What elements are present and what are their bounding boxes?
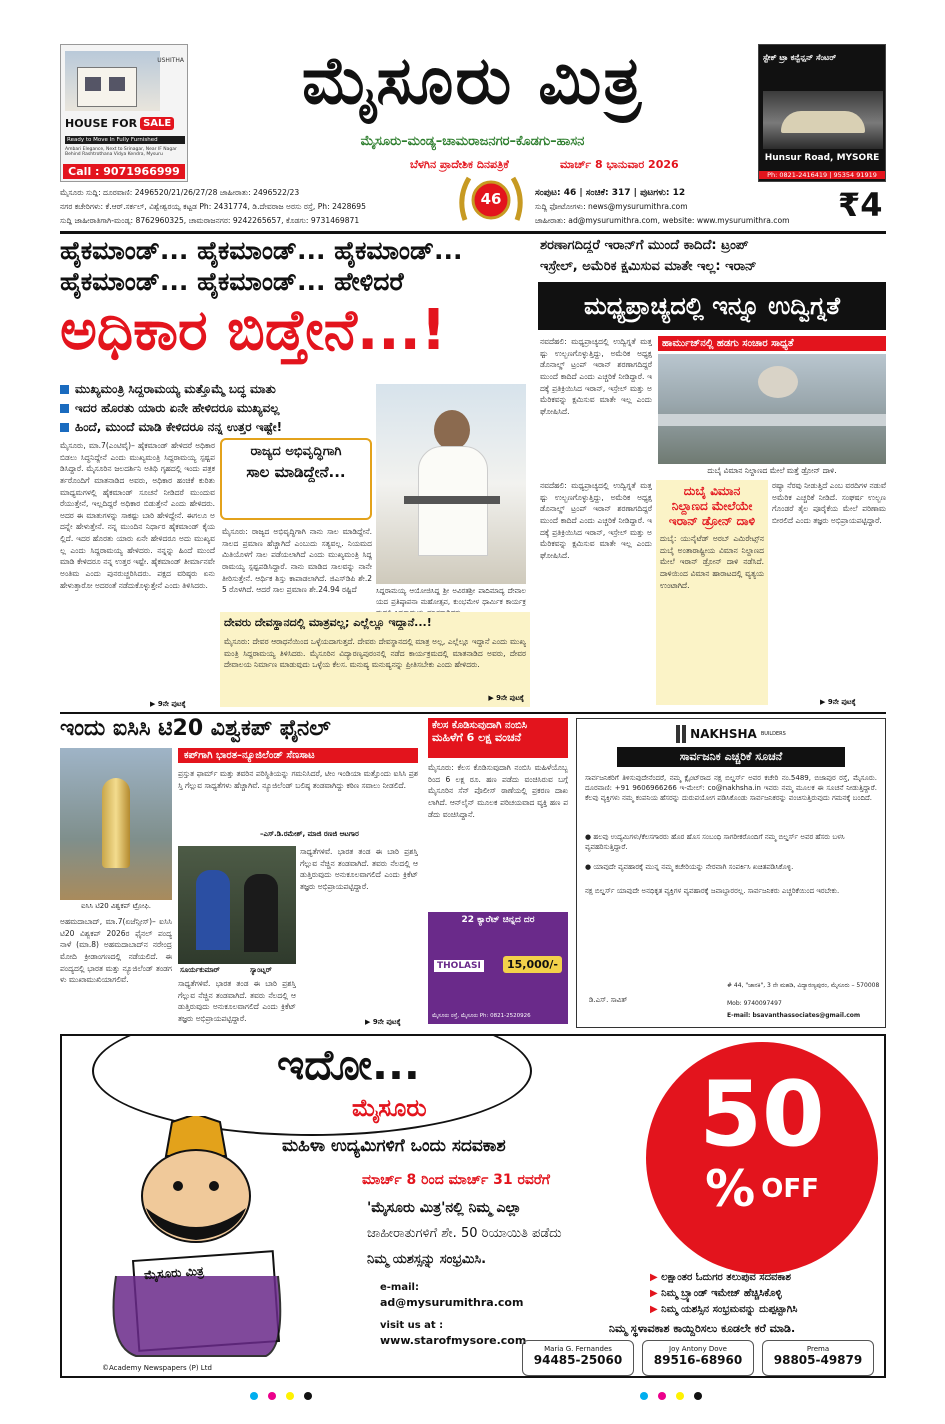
contact-name: Maria G. Fernandes	[544, 1345, 612, 1353]
building-icon	[676, 725, 686, 743]
cm-photo	[376, 384, 526, 584]
bottom-ad[interactable]	[60, 1034, 886, 1378]
ad-city: ಮೈಸೂರು	[352, 1094, 427, 1122]
gold-addr: ಮೈಸೂರು ರಸ್ತೆ, ಮೈಸೂರು Ph: 0821-2520926	[432, 1012, 531, 1019]
contact-name: Prema	[806, 1345, 830, 1353]
ad-line2: ಮಾರ್ಚ್ 8 ರಿಂದ ಮಾರ್ಚ್ 31 ರವರೆಗೆ	[362, 1172, 550, 1188]
dubai-box-title3: ಇರಾನ್ ಡ್ರೋನ್ ದಾಳಿ	[668, 514, 756, 528]
dubai-box-body: ದುಬೈ: ಯುನೈಟೆಡ್ ಅರಬ್ ಎಮಿರೇಟ್ಸ್‌ನ ದುಬೈ ಅಂತಾರಾಷ್ಟ್ರೀಯ ವಿಮಾನ ನಿಲ್ದಾಣದ ಮೇಲೆ ಇರಾನ್ ಡ್ರೋನ್ ದಾಳಿ ನಡೆಸಿದೆ. ದಾಳಿಯಿಂದ ವಿಮಾನ ಹಾರಾಟದಲ್ಲಿ ವ್ಯತ್ಯಯ ಉಂಟಾಗಿದೆ.	[660, 534, 764, 590]
bullet-square-icon	[60, 385, 69, 394]
cricket-body: ಅಹಮದಾಬಾದ್, ಮಾ.7(ಏಜೆನ್ಸೀಸ್)– ಐಸಿಸಿ ಟಿ20 ವಿಶ್ವಕಪ್ 2026ರ ಫೈನಲ್ ಪಂದ್ಯ ನಾಳೆ (ಮಾ.8) ಅಹಮದಾಬಾದ್‌ನ ನರೇಂದ್ರ ಮೋದಿ ಕ್ರೀಡಾಂಗಣದಲ್ಲಿ ನಡೆಯಲಿದೆ. ಈ ಪಂದ್ಯದಲ್ಲಿ ಭಾರತ ಮತ್ತು ನ್ಯೂಜಿಲೆಂಡ್ ತಂಡಗಳು ಮುಖಾಮುಖಿಯಾಗಲಿವೆ.	[60, 917, 172, 985]
email-ad: ಜಾಹೀರಾತು: ad@mysurumithra.com, website: www.mysurumithra.com	[535, 216, 790, 225]
volume-info: ಸಂಪುಟ: 46 | ಸಂಚಿಕೆ: 317 | ಪುಟಗಳು: 12	[535, 188, 686, 198]
play-icon: ▶	[650, 1272, 662, 1283]
world-continued: ▶ 9ನೇ ಪುಟಕ್ಕೆ	[820, 698, 856, 706]
gold-brand: THOLASI	[434, 960, 484, 972]
notice-point: ● ಯಾವುದೇ ವ್ಯವಹಾರಕ್ಕೆ ಮುನ್ನ ನಮ್ಮ ಕಚೇರಿಯನ್ನು ನೇರವಾಗಿ ಸಂಪರ್ಕಿಸಿ ಖಚಿತಪಡಿಸಿಕೊಳ್ಳಿ.	[585, 863, 794, 871]
ad-line4: ಜಾಹೀರಾತುಗಳಿಗೆ ಶೇ. 50 ರಿಯಾಯಿತಿ ಪಡೆದು	[367, 1226, 562, 1241]
lead-headline-big: ಅಧಿಕಾರ ಬಿಡ್ತೇನೆ...!	[60, 298, 447, 363]
lead-headline-line2: ಹೈಕಮಾಂಡ್... ಹೈಕಮಾಂಡ್... ಹೇಳಿದರೆ	[60, 267, 404, 296]
fraud-body: ಮೈಸೂರು: ಕೆಲಸ ಕೊಡಿಸುವುದಾಗಿ ನಂಬಿಸಿ ಮಹಿಳೆಯೊಬ್ಬರಿಂದ 6 ಲಕ್ಷ ರೂ. ಹಣ ಪಡೆದು ವಂಚಿಸಿರುವ ಬಗ್ಗೆ ಮೈಸೂರಿನ ಸೆನ್ ಪೊಲೀಸ್ ಠಾಣೆಯಲ್ಲಿ ಪ್ರಕರಣ ದಾಖಲಾಗಿದೆ. ಆನ್‌ಲೈನ್ ಮೂಲಕ ಪರಿಚಯವಾದ ವ್ಯಕ್ತಿ ಹಣ ಪಡೆದು ವಂಚಿಸಿದ್ದಾನೆ.	[428, 763, 568, 819]
sale-badge: SALE	[140, 117, 174, 130]
notice-brand-row	[577, 725, 885, 743]
discount-number: 50	[699, 1062, 825, 1167]
notice-address: # 44, "ಜಾನಕಿ", 3 ನೇ ಮಹಡಿ, ವಿದ್ಯಾರಣ್ಯಪುರಂ, ಮೈಸೂರು – 570008	[727, 982, 880, 990]
dubai-box	[656, 480, 768, 705]
ad-benefit: ▶ ನಿಮ್ಮ ಯಶಸ್ಸಿನ ಸಂಭ್ರಮವನ್ನು ದುಪ್ಪಟ್ಟಾಗಿಸಿ	[650, 1304, 798, 1315]
left-ad[interactable]	[60, 44, 188, 182]
lead-headline-line1: ಹೈಕಮಾಂಡ್... ಹೈಕಮಾಂಡ್... ಹೈಕಮಾಂಡ್...	[60, 236, 463, 265]
public-notice	[576, 718, 886, 1028]
gold-price: 15,000/-	[503, 956, 562, 973]
fraud-headline	[428, 718, 568, 758]
quote-line2: ಸಾಲ ಮಾಡಿದ್ದೇನೆ...	[246, 463, 346, 481]
world-kicker-2: ಇಸ್ರೇಲ್, ಅಮೆರಿಕ ಕ್ಷಮಿಸುವ ಮಾತೇ ಇಲ್ಲ: ಇರಾನ್	[540, 259, 757, 274]
trophy-photo	[60, 748, 172, 900]
lead-bullets	[60, 382, 380, 439]
dubai-box-title2: ನಿಲ್ದಾಣದ ಮೇಲೆಯೇ	[671, 499, 753, 513]
quote-line1: ರಾಜ್ಯದ ಅಭಿವೃದ್ಧಿಗಾಗಿ	[250, 444, 342, 459]
masthead-date: ಮಾರ್ಚ್ 8 ಭಾನುವಾರ 2026	[560, 158, 679, 171]
notice-body: ಸಾರ್ವಜನಿಕರಿಗೆ ತಿಳಿಸುವುದೇನೆಂದರೆ, ನಮ್ಮ ಕ್ಲೈಂಟ್‌ರಾದ ನಕ್ಷ ಬಿಲ್ಡರ್ಸ್ ಅವರ ಕಚೇರಿ ನಂ.5489, ಬಿಜಾಪುರ ರಸ್ತೆ, ಮೈಸೂರು. ದೂರವಾಣಿ: +91 9606966266 ಇ-ಮೇಲ್: co@nakhsha.in ಇವರು ನಮ್ಮ ಮೂಲಕ ಈ ಸೂಚನೆ ನೀಡುತ್ತಿದ್ದಾರೆ. ಕೆಲವು ವ್ಯಕ್ತಿಗಳು ನಮ್ಮ ಕಂಪನಿಯ ಹೆಸರನ್ನು ದುರುಪಯೋಗ ಪಡಿಸಿಕೊಂಡು ಸಾರ್ವಜನಿಕರನ್ನು ವಂಚಿಸುತ್ತಿರುವುದು ಗಮನಕ್ಕೆ ಬಂದಿದೆ.	[585, 774, 877, 803]
temple-title: ದೇವರು ದೇವಸ್ಥಾನದಲ್ಲಿ ಮಾತ್ರವಲ್ಲ; ಎಲ್ಲೆಲ್ಲೂ ಇದ್ದಾನೆ...!	[224, 616, 432, 629]
ad-hello: ಇದೋ...	[277, 1040, 420, 1089]
print-registration-marks	[640, 1392, 702, 1400]
contact-phone: 98805-49879	[773, 1353, 863, 1367]
cricket-continued: ▶ 9ನೇ ಪುಟಕ್ಕೆ	[365, 1018, 401, 1026]
contact-line-3: ಸುದ್ದಿ ಜಾಹೀರಾತಿಗಾಗಿ-ಮಂಡ್ಯ: 8762960325, ಚಾಮರಾಜನಗರ: 9242265657, ಕೊಡಗು: 9731469871	[60, 216, 360, 225]
left-ad-brand: USHITHA	[157, 57, 184, 64]
email-news: ಸುದ್ದಿ ಫೋಟೋಗಳು: news@mysurumithra.com	[535, 202, 688, 211]
notice-footer: ನಕ್ಷ ಬಿಲ್ಡರ್ಸ್ ಯಾವುದೇ ಅನಧಿಕೃತ ವ್ಯಕ್ತಿಗಳ ವ್ಯವಹಾರಕ್ಕೆ ಜವಾಬ್ದಾರರಲ್ಲ. ಸಾರ್ವಜನಿಕರು ಎಚ್ಚರಿಕೆಯಿಂದ ಇರಬೇಕು.	[585, 887, 840, 895]
world-right-body: ರಷ್ಯಾ ನೆರವು ನೀಡುತ್ತಿದೆ ಎಂಬ ವರದಿಗಳ ನಡುವೆ ಅಮೆರಿಕ ಎಚ್ಚರಿಕೆ ನೀಡಿದೆ. ಸಂಘರ್ಷ ಉಲ್ಬಣಗೊಂಡರೆ ತೈಲ ಪೂರೈಕೆಯ ಮೇಲೆ ಪರಿಣಾಮ ಬೀರಲಿದೆ ಎಂದು ತಜ್ಞರು ಅಭಿಪ್ರಾಯಪಟ್ಟಿದ್ದಾರೆ.	[772, 481, 886, 525]
dubai-airport-photo	[658, 354, 886, 464]
ad-email[interactable]: ad@mysurumithra.com	[380, 1296, 524, 1309]
left-ad-sub: Ready to Move In Fully Furnished	[65, 136, 185, 144]
ad-line3: 'ಮೈಸೂರು ಮಿತ್ರ'ನಲ್ಲಿ ನಿಮ್ಮ ಎಲ್ಲಾ	[367, 1200, 522, 1216]
bullet-square-icon	[60, 404, 69, 413]
anniversary-emblem	[455, 168, 527, 228]
ad-line1: ಮಹಿಳಾ ಉದ್ಯಮಿಗಳಿಗೆ ಒಂದು ಸದವಕಾಶ	[282, 1136, 506, 1156]
gold-ad[interactable]	[428, 912, 568, 1024]
reader-cartoon-icon	[96, 1116, 296, 1366]
contact-name: Joy Antony Dove	[669, 1345, 727, 1353]
contact-card[interactable]	[522, 1340, 634, 1376]
contact-phone: 94485-25060	[533, 1353, 623, 1367]
fraud-headline-line1: ಕೆಲಸ ಕೊಡಿಸುವುದಾಗಿ ನಂಬಿಸಿ	[432, 720, 528, 731]
ad-cta: ನಿಮ್ಮ ಸ್ಥಳಾವಕಾಶ ಕಾಯ್ದಿರಿಸಲು ಕೂಡಲೇ ಕರೆ ಮಾಡಿ.	[608, 1322, 796, 1335]
left-ad-addr: Ambari Elegance, Next to Srinagar, Near IF Nagar Behind Rashtrothana Vidya Kendra, Mysuru	[65, 147, 177, 158]
right-ad-title: ಸ್ಟೇಕ್ ಟ್ರಾ ಕನ್ವೆನ್ಷನ್ ಸೆಂಟರ್	[763, 53, 837, 62]
ad-benefit: ▶ ನಿಮ್ಮ ಬ್ರ್ಯಾಂಡ್ ಇಮೇಜ್ ಹೆಚ್ಚಿಸಿಕೊಳ್ಳಿ	[650, 1288, 782, 1299]
player2-caption: ಸ್ಯಾಂಟ್ನರ್	[250, 966, 272, 974]
play-icon: ▶	[650, 1288, 662, 1299]
masthead-title: ಮೈಸೂರು ಮಿತ್ರ	[301, 42, 644, 119]
world-sub: ಹಾರ್ಮುಜ್‌ನಲ್ಲಿ ಹಡಗು ಸಂಚಾರ ಸಾಧ್ಯತೆ	[658, 336, 886, 351]
section-divider	[60, 712, 886, 714]
notice-title: ಸಾರ್ವಜನಿಕ ಎಚ್ಚರಿಕೆ ಸೂಚನೆ	[617, 747, 845, 767]
discount-percent: %	[705, 1160, 756, 1218]
ad-visit-label: visit us at :	[380, 1320, 444, 1331]
world-body-col2: ನವದೆಹಲಿ: ಮಧ್ಯಪ್ರಾಚ್ಯದಲ್ಲಿ ಉದ್ವಿಗ್ನತೆ ಮತ್ತಷ್ಟು ಉಲ್ಬಣಗೊಳ್ಳುತ್ತಿದ್ದು, ಅಮೆರಿಕ ಅಧ್ಯಕ್ಷ ಡೊನಾಲ್ಡ್ ಟ್ರಂಪ್ ಇರಾನ್ ಶರಣಾಗದಿದ್ದರೆ ಮುಂದೆ ಕಾದಿದೆ ಎಂದು ಎಚ್ಚರಿಕೆ ನೀಡಿದ್ದಾರೆ. ಇದಕ್ಕೆ ಪ್ರತಿಕ್ರಿಯಿಸಿದ ಇರಾನ್, ಇಸ್ರೇಲ್ ಮತ್ತು ಅಮೆರಿಕವನ್ನು ಕ್ಷಮಿಸುವ ಮಾತೇ ಇಲ್ಲ ಎಂದು ಘೋಷಿಸಿದೆ.	[540, 481, 652, 560]
house-photo	[65, 51, 160, 111]
cricket-headline: ಇಂದು ಐಸಿಸಿ ಟಿ20 ವಿಶ್ವಕಪ್ ಫೈನಲ್	[60, 716, 331, 741]
contact-line-2: ನಗರ ಕಚೇರಿಗಳು: ಕೆ.ಆರ್.ಸರ್ಕಲ್, ವಿಶ್ವೇಶ್ವರಯ್ಯ ಕಟ್ಟಡ Ph: 2431774, ಡಿ.ದೇವರಾಜ ಅರಸು ರಸ್ತೆ, Ph: 2428695	[60, 202, 366, 211]
cricket-body-col3: ಸಾಧ್ಯತೆಗಳಿವೆ. ಭಾರತ ತಂಡ ಈ ಬಾರಿ ಪ್ರಶಸ್ತಿ ಗೆಲ್ಲುವ ನೆಚ್ಚಿನ ತಂಡವಾಗಿದೆ. ತವರು ನೆಲದಲ್ಲಿ ಆಡುತ್ತಿರುವುದು ಅನುಕೂಲವಾಗಲಿದೆ ಎಂದು ಕ್ರಿಕೆಟ್ ತಜ್ಞರು ಅಭಿಪ್ರಾಯಪಟ್ಟಿದ್ದಾರೆ.	[300, 847, 418, 891]
lead-bullet: ಇದರ ಹೊರತು ಯಾರು ಏನೇ ಹೇಳಿದರೂ ಮುಖ್ಯವಲ್ಲ	[60, 401, 380, 416]
discount-badge	[646, 1042, 878, 1274]
temple-body: ಮೈಸೂರು: ದೇವರ ಆರಾಧನೆಯಿಂದ ಒಳ್ಳೆಯದಾಗುತ್ತದೆ. ದೇವರು ದೇವಸ್ಥಾನದಲ್ಲಿ ಮಾತ್ರ ಅಲ್ಲ, ಎಲ್ಲೆಲ್ಲೂ ಇದ್ದಾನೆ ಎಂದು ಮುಖ್ಯಮಂತ್ರಿ ಸಿದ್ದರಾಮಯ್ಯ ತಿಳಿಸಿದರು. ಮೈಸೂರಿನ ವಿದ್ಯಾರಣ್ಯಪುರಂನಲ್ಲಿ ನಡೆದ ಕಾರ್ಯಕ್ರಮದಲ್ಲಿ ಮಾತನಾಡಿದ ಅವರು, ದೇವರ ದೇವಾಲಯ ನಿರ್ಮಾಣ ಮಾಡುವುದು ಒಳ್ಳೆಯ ಕೆಲಸ. ಮನುಷ್ಯ ಮನುಷ್ಯನನ್ನು ಪ್ರೀತಿಸಬೇಕು ಎಂದು ಹೇಳಿದರು.	[224, 637, 526, 670]
fraud-headline-line2: ಮಹಿಳೆಗೆ 6 ಲಕ್ಷ ವಂಚನೆ	[432, 731, 522, 744]
trophy-caption: ಐಸಿಸಿ ಟಿ20 ವಿಶ್ವಕಪ್ ಟ್ರೋಫಿ.	[81, 902, 151, 910]
player1-caption: ಸೂರ್ಯಕುಮಾರ್	[180, 966, 220, 974]
cricket-sub: ಕಪ್‌ಗಾಗಿ ಭಾರತ–ನ್ಯೂಜಿಲೆಂಡ್ ಸೆಣಸಾಟ	[178, 748, 418, 763]
temple-box	[220, 612, 530, 707]
lead-bullet: ಹಿಂದೆ, ಮುಂದೆ ಮಾಡಿ ಕೇಳಿದರೂ ನನ್ನ ಉತ್ತರ ಇಷ್ಟೇ!	[60, 420, 380, 435]
notice-brand-sub: BUILDERS	[760, 731, 786, 737]
print-registration-marks	[250, 1392, 312, 1400]
gold-title: 22 ಕ್ಯಾರೆಟ್ ಚಿನ್ನದ ದರ	[461, 915, 535, 925]
right-ad-location: Hunsur Road, MYSORE	[764, 153, 880, 163]
left-ad-phone: Call : 9071966999	[63, 164, 185, 179]
cricket-intro: ಪ್ರಸ್ತುತ ಫಾರ್ಮ್ ಮತ್ತು ತವರಿನ ಪರಿಸ್ಥಿತಿಯನ್ನು ಗಮನಿಸಿದರೆ, ಟೀಂ ಇಂಡಿಯಾ ಮತ್ತೊಂದು ಐಸಿಸಿ ಪ್ರಶಸ್ತಿ ಗೆಲ್ಲುವ ಸಾಧ್ಯತೆಗಳು ಹೆಚ್ಚಾಗಿವೆ. ನ್ಯೂಜಿಲೆಂಡ್ ಬಲಿಷ್ಠ ತಂಡವಾಗಿದ್ದು ಕಠಿಣ ಸವಾಲು ನೀಡಲಿದೆ.	[178, 769, 418, 790]
quote-body: ಮೈಸೂರು: ರಾಜ್ಯದ ಅಭಿವೃದ್ಧಿಗಾಗಿ ನಾನು ಸಾಲ ಮಾಡಿದ್ದೇನೆ. ಸಾಲದ ಪ್ರಮಾಣ ಹೆಚ್ಚಾಗಿದೆ ಎಂಬುದು ಸತ್ಯವಲ್ಲ. ನಿಯಮದ ಮಿತಿಯೊಳಗೆ ಸಾಲ ಪಡೆಯಲಾಗಿದೆ ಎಂದು ಮುಖ್ಯಮಂತ್ರಿ ಸಿದ್ದರಾಮಯ್ಯ ಸ್ಪಷ್ಟಪಡಿಸಿದ್ದಾರೆ. ನಾನು ಮಾಡಿದ ಸಾಲವನ್ನು ನಾನೇ ತೀರಿಸುತ್ತೇನೆ. ಆರ್ಥಿಕ ಶಿಸ್ತು ಕಾಪಾಡಲಾಗಿದೆ. ಜಿಎಸ್‌ಡಿಪಿ ಶೇ.25 ರೊಳಗಿದೆ. ಆದರೆ ಸಾಲ ಪ್ರಮಾಣ ಶೇ.24.94 ರಷ್ಟಿದೆ	[222, 527, 372, 595]
masthead-tagline: ಮೈಸೂರು–ಮಂಡ್ಯ–ಚಾಮರಾಜನಗರ–ಕೊಡಗು–ಹಾಸನ	[360, 134, 585, 149]
cricket-body-col2: ಸಾಧ್ಯತೆಗಳಿವೆ. ಭಾರತ ತಂಡ ಈ ಬಾರಿ ಪ್ರಶಸ್ತಿ ಗೆಲ್ಲುವ ನೆಚ್ಚಿನ ತಂಡವಾಗಿದೆ. ತವರು ನೆಲದಲ್ಲಿ ಆಡುತ್ತಿರುವುದು ಅನುಕೂಲವಾಗಲಿದೆ ಎಂದು ಕ್ರಿಕೆಟ್ ತಜ್ಞರು ಅಭಿಪ್ರಾಯಪಟ್ಟಿದ್ದಾರೆ.	[178, 979, 296, 1023]
cm-photo-caption: ಸಿದ್ದರಾಮಯ್ಯ ಆಯೋಜಿಸಿದ್ದ ಶ್ರೀ ಅವಿರತಶ್ರೀ ಪಾದಿಮಾದ್ಯ ದೇವಾಲಯದ ಪ್ರತಿಷ್ಠಾಪನಾ ಮಹೋತ್ಸವ, ಕುಂಭಮೇಳ ಧಾರ್ಮಿಕ ಕಾರ್ಯಕ್ರ	[376, 587, 526, 606]
ad-line5: ನಿಮ್ಮ ಯಶಸ್ಸನ್ನು ಸಂಭ್ರಮಿಸಿ.	[367, 1252, 487, 1267]
cartoon-character	[96, 1116, 296, 1366]
lead-body: ಮೈಸೂರು, ಮಾ.7(ಎಂಟಿವೈ)– ಹೈಕಮಾಂಡ್ ಹೇಳಿದರೆ ಅಧಿಕಾರ ಬಿಡಲು ಸಿದ್ಧನಿದ್ದೇನೆ ಎಂದು ಮುಖ್ಯಮಂತ್ರಿ ಸಿದ್ದರಾಮಯ್ಯ ಸ್ಪಷ್ಟಪಡಿಸಿದ್ದಾರೆ. ಮೈಸೂರಿನ ಜಲದರ್ಶಿನಿ ಅತಿಥಿ ಗೃಹದಲ್ಲಿ ಇಂದು ಪತ್ರಕರ್ತರೊಂದಿಗೆ ಮಾತನಾಡಿದ ಅವರು, ಅಧಿಕಾರ ಹಂಚಿಕೆ ಕುರಿತು ಮಾಧ್ಯಮಗಳಲ್ಲಿ ಹೈಕಮಾಂಡ್ ಸೂಚನೆ ನೀಡಿದರೆ ಮುಂದುವರೆಯುತ್ತೇನೆ, ಇಲ್ಲದಿದ್ದರೆ ಅಧಿಕಾರ ಬಿಡುತ್ತೇನೆ ಎಂದು ಹೇಳಿದರು. ಅದರ ಈ ಮಾತುಗಳನ್ನು ಸಾಕಷ್ಟು ಬಾರಿ ಹೇಳಿದ್ದೇನೆ. ಈಗಲೂ ಅದನ್ನೇ ಹೇಳುತ್ತೇನೆ. ನನ್ನ ಮುಂದಿನ ನಿರ್ಧಾರ ಹೈಕಮಾಂಡ್ ಕೈಯಲ್ಲಿದೆ. ಇದರ ಹೊರತು ಯಾರು ಏನೇ ಹೇಳಿದರೂ ಅದು ಮುಖ್ಯವಲ್ಲ ಎಂದು ಸಿದ್ದರಾಮಯ್ಯ ಹೇಳಿದರು. ನನ್ನನ್ನು ಹಿಂದೆ ಮುಂದೆ ಮಾಡಿ ಕೇಳಿದರೂ ನನ್ನ ಉತ್ತರ ಇಷ್ಟೇ. ಹೈಕಮಾಂಡ್ ತೀರ್ಮಾನವೇ ಅಂತಿಮ ಎಂದು ಪುನರುಚ್ಚರಿಸಿದರು. ಪಕ್ಷದ ವರಿಷ್ಠರು ಏನು ಹೇಳುತ್ತಾರೋ ಅದರಂತೆ ನಡೆದುಕೊಳ್ಳುತ್ತೇನೆ ಎಂದು ತಿಳಿಸಿದರು.	[60, 441, 215, 590]
right-ad[interactable]	[758, 44, 886, 182]
play-icon: ▶	[650, 1304, 662, 1315]
price-tag: ₹4	[838, 186, 883, 224]
right-ad-phone: Ph: 0821-2416419 | 95354 91919	[759, 171, 885, 179]
cricket-byline: –ಎಸ್.ಡಿ.ರಮೇಶ್, ಮಾಜಿ ರಣಜಿ ಆಟಗಾರ	[260, 830, 359, 838]
quote-box	[220, 438, 372, 520]
world-kicker-1: ಶರಣಾಗದಿದ್ದರೆ ಇರಾನ್‌ಗೆ ಮುಂದೆ ಕಾದಿದೆ: ಟ್ರಂಪ್	[540, 238, 749, 253]
convention-photo	[763, 91, 883, 149]
contact-line-1: ಮೈಸೂರು ಸುದ್ದಿ: ದೂರವಾಣಿ: 2496520/21/26/27/28 ಜಾಹೀರಾತು: 2496522/23	[60, 188, 300, 197]
dubai-box-title1: ದುಬೈ ವಿಮಾನ	[683, 484, 741, 498]
masthead-subtag: ಬೆಳಗಿನ ಪ್ರಾದೇಶಿಕ ದಿನಪತ್ರಿಕೆ	[410, 158, 509, 171]
ad-benefit: ▶ ಲಕ್ಷಾಂತರ ಓದುಗರ ತಲುಪುವ ಸದವಕಾಶ	[650, 1272, 791, 1283]
anniversary-number: 46	[480, 190, 502, 208]
contact-card[interactable]	[762, 1340, 874, 1376]
world-headline: ಮಧ್ಯಪ್ರಾಚ್ಯದಲ್ಲಿ ಇನ್ನೂ ಉದ್ವಿಗ್ನತೆ	[538, 282, 886, 330]
left-ad-title: HOUSE FOR	[65, 117, 138, 130]
notice-email: E-mail: bsavanthassociates@gmail.com	[727, 1012, 861, 1020]
world-photo-caption: ದುಬೈ ವಿಮಾನ ನಿಲ್ದಾಣದ ಮೇಲೆ ಮತ್ತೆ ಡ್ರೋನ್ ದಾಳಿ.	[707, 466, 837, 475]
notice-mobile: Mob: 9740097497	[727, 1000, 782, 1008]
notice-point: ● ಹಲವು ಉದ್ಯಮಿಗಳು/ಕೆಲಸಗಾರರು ಹೊರ ಹೊಸ ಸಂಬಂಧಿ ಸಾಗರೀಕರೊಂದಿಗೆ ನಮ್ಮ ಬಿಲ್ಡರ್ಸ್ ಅವರ ಹೆಸರು ಬಳಸಿ ವ್ಯವಹರಿಸುತ್ತಿದ್ದಾರೆ.	[585, 833, 845, 852]
contact-phone: 89516-68960	[653, 1353, 743, 1367]
notice-brand: NAKHSHA	[690, 727, 757, 741]
lead-bullet: ಮುಖ್ಯಮಂತ್ರಿ ಸಿದ್ದರಾಮಯ್ಯ ಮತ್ತೊಮ್ಮೆ ಬದ್ಧ ಮಾತು	[60, 382, 380, 397]
ad-site[interactable]: www.starofmysore.com	[380, 1334, 527, 1347]
temple-continued: ▶ 9ನೇ ಪುಟಕ್ಕೆ	[488, 694, 524, 702]
ad-email-label: e-mail:	[380, 1282, 419, 1293]
ad-copyright: ©Academy Newspapers (P) Ltd	[102, 1364, 212, 1372]
bullet-square-icon	[60, 423, 69, 432]
cartoon-newspaper-label: ಮೈಸೂರು ಮಿತ್ರ	[143, 1263, 205, 1283]
world-body: ನವದೆಹಲಿ: ಮಧ್ಯಪ್ರಾಚ್ಯದಲ್ಲಿ ಉದ್ವಿಗ್ನತೆ ಮತ್ತಷ್ಟು ಉಲ್ಬಣಗೊಳ್ಳುತ್ತಿದ್ದು, ಅಮೆರಿಕ ಅಧ್ಯಕ್ಷ ಡೊನಾಲ್ಡ್ ಟ್ರಂಪ್ ಇರಾನ್ ಶರಣಾಗದಿದ್ದರೆ ಮುಂದೆ ಕಾದಿದೆ ಎಂದು ಎಚ್ಚರಿಕೆ ನೀಡಿದ್ದಾರೆ. ಇದಕ್ಕೆ ಪ್ರತಿಕ್ರಿಯಿಸಿದ ಇರಾನ್, ಇಸ್ರೇಲ್ ಮತ್ತು ಅಮೆರಿಕವನ್ನು ಕ್ಷಮಿಸುವ ಮಾತೇ ಇಲ್ಲ ಎಂದು ಘೋಷಿಸಿದೆ.	[540, 337, 652, 416]
discount-off: OFF	[761, 1174, 819, 1204]
lead-continued: ▶ 9ನೇ ಪುಟಕ್ಕೆ	[150, 700, 186, 708]
notice-sign: ಡಿ.ಎಸ್. ಸಾವಿತ್	[589, 995, 628, 1004]
contact-card[interactable]	[642, 1340, 754, 1376]
masthead-divider	[60, 231, 886, 234]
players-photo	[178, 846, 296, 964]
